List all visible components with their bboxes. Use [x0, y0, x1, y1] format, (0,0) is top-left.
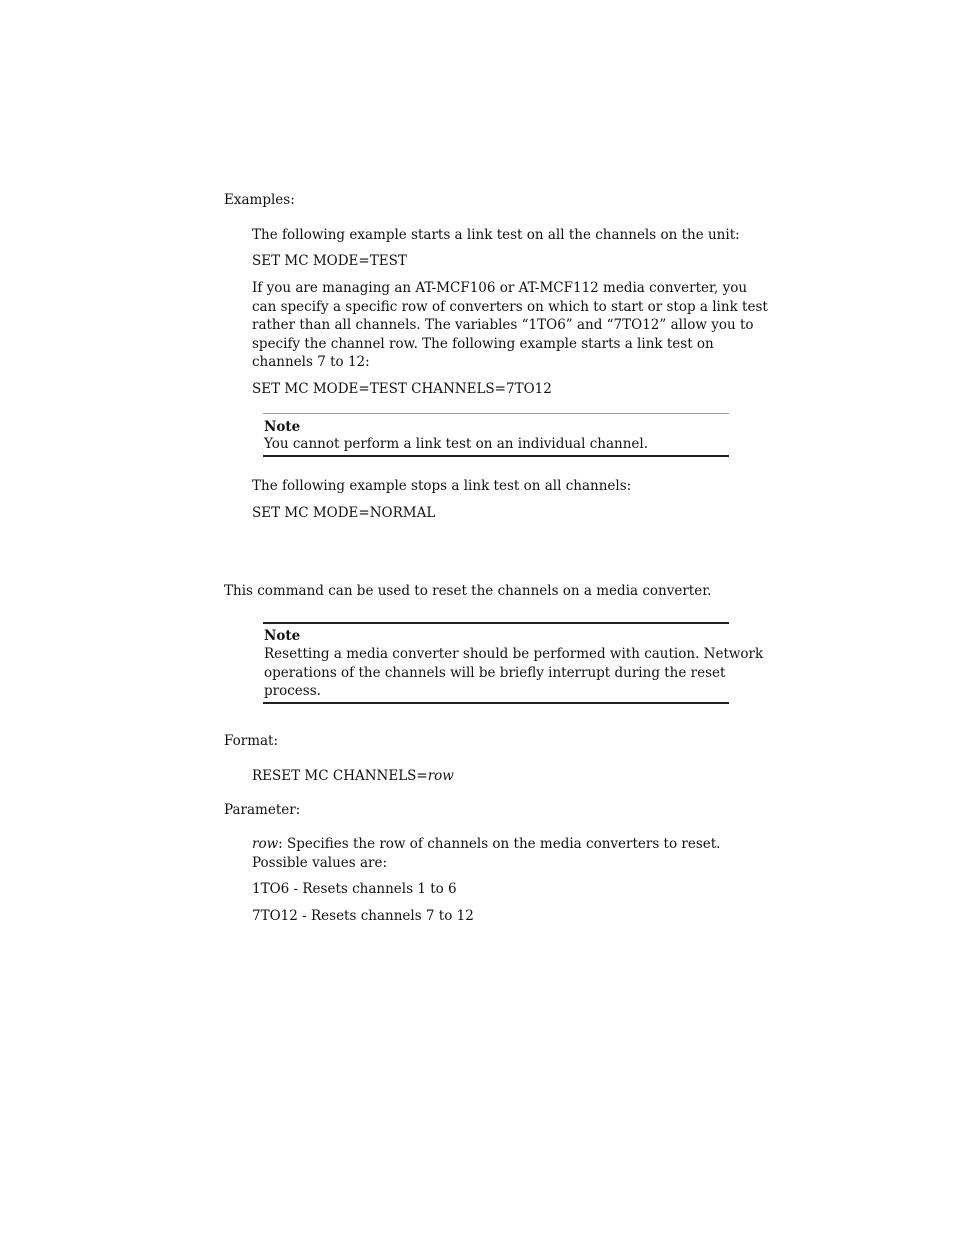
- note-1-top-rule: [263, 413, 729, 414]
- value-1to6: 1TO6 - Resets channels 1 to 6: [252, 881, 457, 897]
- note-2-line-2: operations of the channels will be briefly interrupt during the reset: [264, 664, 726, 681]
- note-1-bottom-rule: [263, 455, 729, 457]
- parameter-name: row: [252, 836, 279, 852]
- note-2-bottom-rule: [263, 702, 729, 704]
- examples-heading: Examples:: [224, 192, 295, 208]
- note-2-line-1: Resetting a media converter should be performed with caution. Network: [264, 646, 764, 662]
- note-1-title: Note: [264, 419, 301, 435]
- example-1-command: SET MC MODE=TEST: [252, 253, 407, 269]
- format-command: [252, 767, 454, 786]
- example-3-command: SET MC MODE=NORMAL: [252, 505, 436, 521]
- example-2-description-line-1: If you are managing an AT-MCF106 or AT-MCF112 media converter, you: [252, 280, 748, 296]
- note-2-top-rule: [263, 622, 729, 624]
- parameter-description-line-2: Possible values are:: [252, 854, 388, 871]
- format-command-variable: row: [427, 768, 454, 784]
- example-2-description-line-2: can specify a specific row of converters on which to start or stop a link test: [252, 298, 768, 315]
- value-7to12: 7TO12 - Resets channels 7 to 12: [252, 908, 474, 924]
- parameter-description: [252, 835, 720, 854]
- format-command-text: RESET MC CHANNELS=: [252, 768, 428, 784]
- example-2-description-line-4: specify the channel row. The following example starts a link test on: [252, 335, 714, 352]
- example-1-description: The following example starts a link test on all the channels on the unit:: [252, 227, 740, 243]
- reset-intro: This command can be used to reset the channels on a media converter.: [224, 583, 712, 599]
- example-2-description-line-3: rather than all channels. The variables “1TO6” and “7TO12” allow you to: [252, 317, 754, 334]
- format-heading: Format:: [224, 733, 279, 749]
- example-2-description-line-5: channels 7 to 12:: [252, 354, 370, 371]
- parameter-description-text: : Specifies the row of channels on the media converters to reset.: [278, 836, 721, 852]
- note-2-line-3: process.: [264, 683, 321, 700]
- example-3-description: The following example stops a link test on all channels:: [252, 478, 632, 494]
- example-2-command: SET MC MODE=TEST CHANNELS=7TO12: [252, 381, 552, 397]
- parameter-heading: Parameter:: [224, 802, 301, 818]
- note-2-title: Note: [264, 628, 301, 644]
- note-1-text: You cannot perform a link test on an individual channel.: [264, 436, 648, 452]
